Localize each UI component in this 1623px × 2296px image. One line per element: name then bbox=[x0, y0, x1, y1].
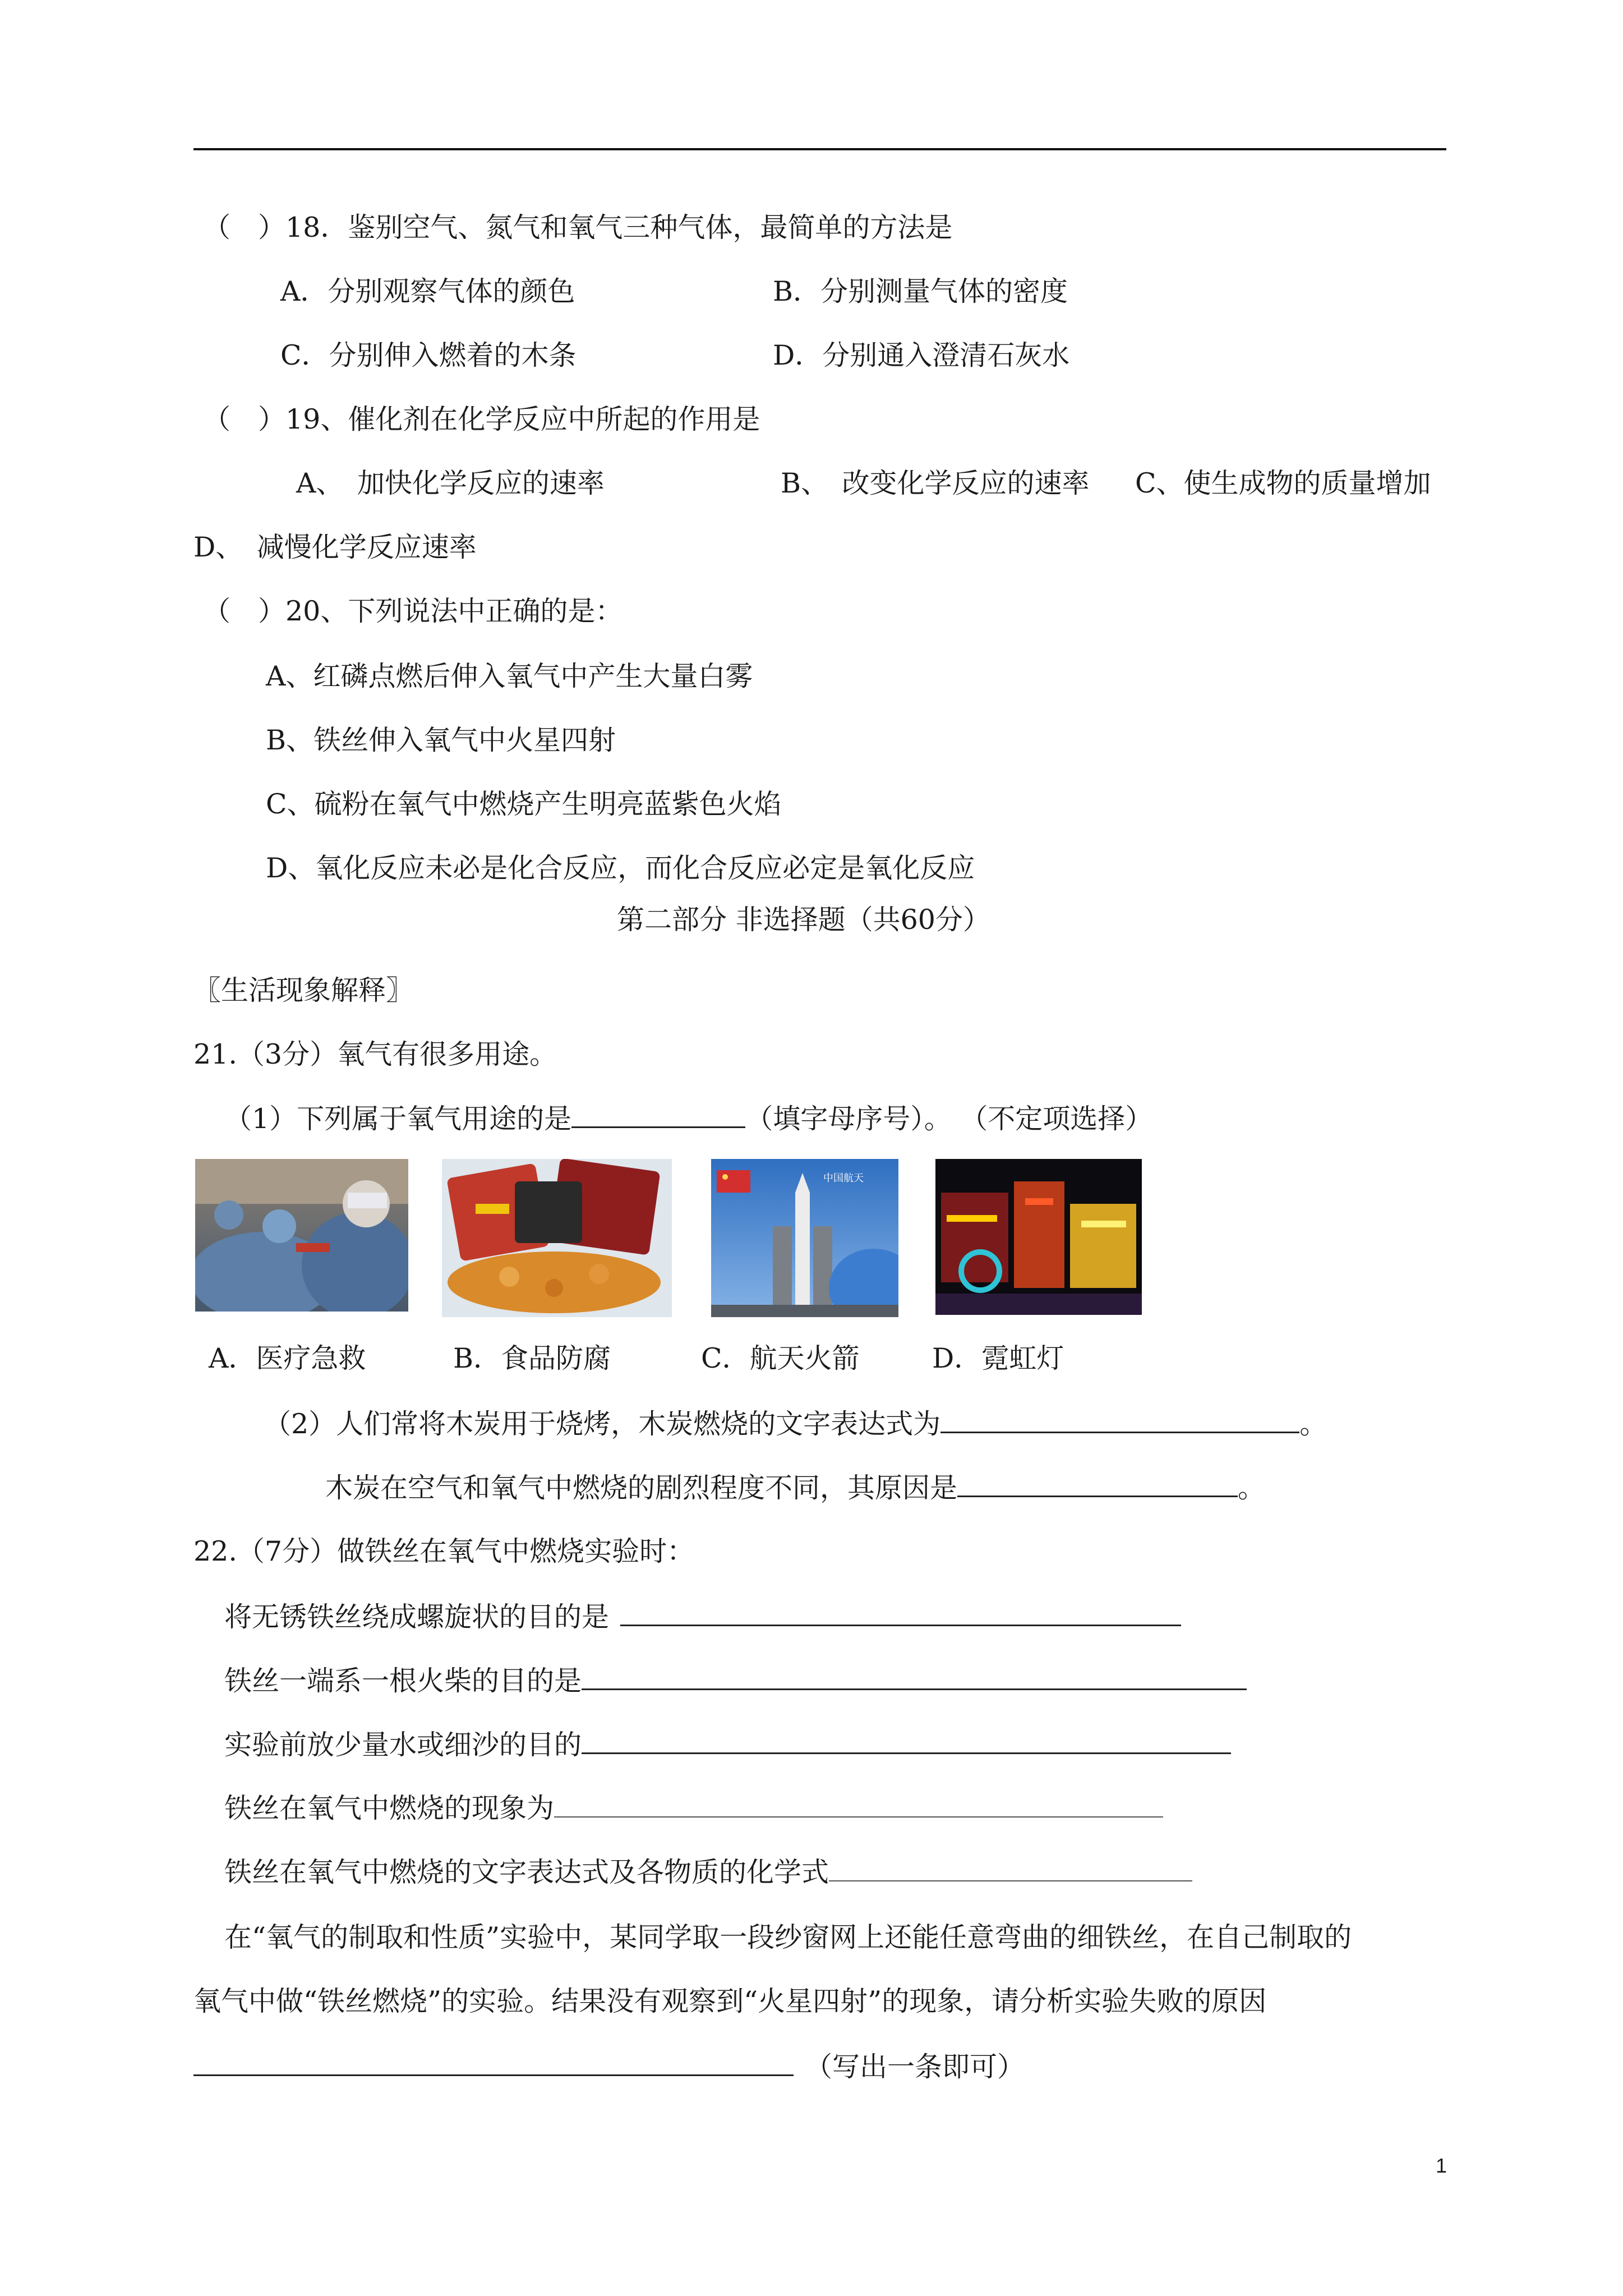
q20-stem: （ ）20、下列说法中正确的是： bbox=[203, 595, 623, 627]
image-caption-b: B．食品防腐 bbox=[453, 1342, 611, 1374]
q21-sub1 bbox=[224, 1102, 1152, 1136]
q22-line-4 bbox=[224, 1792, 1163, 1825]
q22-para-1: 在“氧气的制取和性质”实验中，某同学取一段纱窗网上还能任意弯曲的细铁丝，在自己制取的 bbox=[224, 1921, 1352, 1953]
q22-para-3-blank[interactable] bbox=[193, 2050, 794, 2076]
page-number: 1 bbox=[1436, 2154, 1447, 2177]
q22-line-3-text: 实验前放少量水或细沙的目的 bbox=[224, 1729, 582, 1761]
q19-option-d: D、 减慢化学反应速率 bbox=[193, 531, 477, 563]
q19-option-c: C、使生成物的质量增加 bbox=[1135, 467, 1431, 499]
q21-sub2b-prefix: 木炭在空气和氧气中燃烧的剧烈程度不同，其原因是 bbox=[325, 1472, 958, 1504]
q22-para-2: 氧气中做“铁丝燃烧”的实验。结果没有观察到“火星四射”的现象，请分析实验失败的原因 bbox=[193, 1985, 1267, 2017]
q21-stem: 21.（3分）氧气有很多用途。 bbox=[193, 1038, 557, 1070]
q20-option-d: D、氧化反应未必是化合反应，而化合反应必定是氧化反应 bbox=[266, 852, 975, 884]
q18-stem: （ ）18．鉴别空气、氮气和氧气三种气体，最简单的方法是 bbox=[203, 211, 953, 243]
q21-sub1-suffix: （填字母序号）。 （不定项选择） bbox=[745, 1103, 1153, 1135]
q22-line-1-blank[interactable] bbox=[620, 1600, 1181, 1626]
neon-lights-photo bbox=[935, 1159, 1142, 1315]
medical-surgery-photo bbox=[195, 1159, 408, 1312]
q21-sub2b-answer-blank[interactable] bbox=[957, 1471, 1238, 1497]
q19-stem: （ ）19、催化剂在化学反应中所起的作用是 bbox=[203, 403, 760, 435]
q18-option-a: A．分别观察气体的颜色 bbox=[280, 275, 575, 307]
q21-sub2-prefix: （2）人们常将木炭用于烧烤，木炭燃烧的文字表达式为 bbox=[264, 1408, 941, 1440]
q22-line-1-text: 将无锈铁丝绕成螺旋状的目的是 bbox=[224, 1601, 610, 1633]
q22-line-3-blank[interactable] bbox=[582, 1728, 1231, 1754]
q20-option-a: A、红磷点燃后伸入氧气中产生大量白雾 bbox=[266, 660, 753, 692]
q22-stem: 22.（7分）做铁丝在氧气中燃烧实验时： bbox=[193, 1535, 695, 1567]
q22-line-4-blank[interactable] bbox=[554, 1792, 1163, 1818]
q18-option-d: D．分别通入澄清石灰水 bbox=[773, 339, 1070, 371]
q21-sub2-suffix: 。 bbox=[1299, 1408, 1327, 1440]
q21-sub2-answer-blank[interactable] bbox=[940, 1407, 1299, 1433]
q18-option-c: C．分别伸入燃着的木条 bbox=[280, 339, 577, 371]
q18-option-b: B．分别测量气体的密度 bbox=[773, 275, 1068, 307]
food-snacks-photo bbox=[442, 1159, 672, 1317]
q20-option-b: B、铁丝伸入氧气中火星四射 bbox=[266, 724, 616, 756]
q22-line-1 bbox=[224, 1600, 1181, 1634]
image-caption-c: C．航天火箭 bbox=[701, 1342, 860, 1374]
q21-sub2b-suffix: 。 bbox=[1238, 1472, 1266, 1504]
q19-option-a: A、 加快化学反应的速率 bbox=[296, 467, 605, 499]
space-rocket-photo bbox=[711, 1159, 898, 1317]
q22-line-5-text: 铁丝在氧气中燃烧的文字表达式及各物质的化学式 bbox=[224, 1856, 829, 1888]
q22-para-3 bbox=[193, 2050, 1025, 2084]
image-caption-a: A．医疗急救 bbox=[209, 1342, 366, 1374]
q21-sub2 bbox=[264, 1407, 1327, 1441]
q22-line-3 bbox=[224, 1728, 1231, 1762]
q20-option-c: C、硫粉在氧气中燃烧产生明亮蓝紫色火焰 bbox=[266, 788, 782, 820]
q22-line-2-blank[interactable] bbox=[582, 1664, 1247, 1690]
section-title: 〖生活现象解释〗 bbox=[193, 974, 414, 1006]
q22-line-2-text: 铁丝一端系一根火柴的目的是 bbox=[224, 1665, 582, 1697]
q21-sub1-answer-blank[interactable] bbox=[571, 1102, 745, 1128]
header-rule bbox=[193, 148, 1446, 150]
q22-line-4-text: 铁丝在氧气中燃烧的现象为 bbox=[224, 1792, 555, 1824]
part2-title: 第二部分 非选择题（共60分） bbox=[617, 904, 990, 936]
image-caption-d: D．霓虹灯 bbox=[932, 1342, 1064, 1374]
q21-sub1-prefix: （1）下列属于氧气用途的是 bbox=[224, 1103, 572, 1135]
q22-line-5 bbox=[224, 1856, 1192, 1889]
q22-line-2 bbox=[224, 1664, 1247, 1698]
q19-option-b: B、 改变化学反应的速率 bbox=[781, 467, 1090, 499]
q22-para-3-suffix: （写出一条即可） bbox=[805, 2051, 1025, 2083]
q22-line-5-blank[interactable] bbox=[829, 1856, 1192, 1881]
rocket-banner-text: 中国航天 bbox=[823, 1172, 864, 1184]
q21-sub2b bbox=[325, 1471, 1265, 1505]
